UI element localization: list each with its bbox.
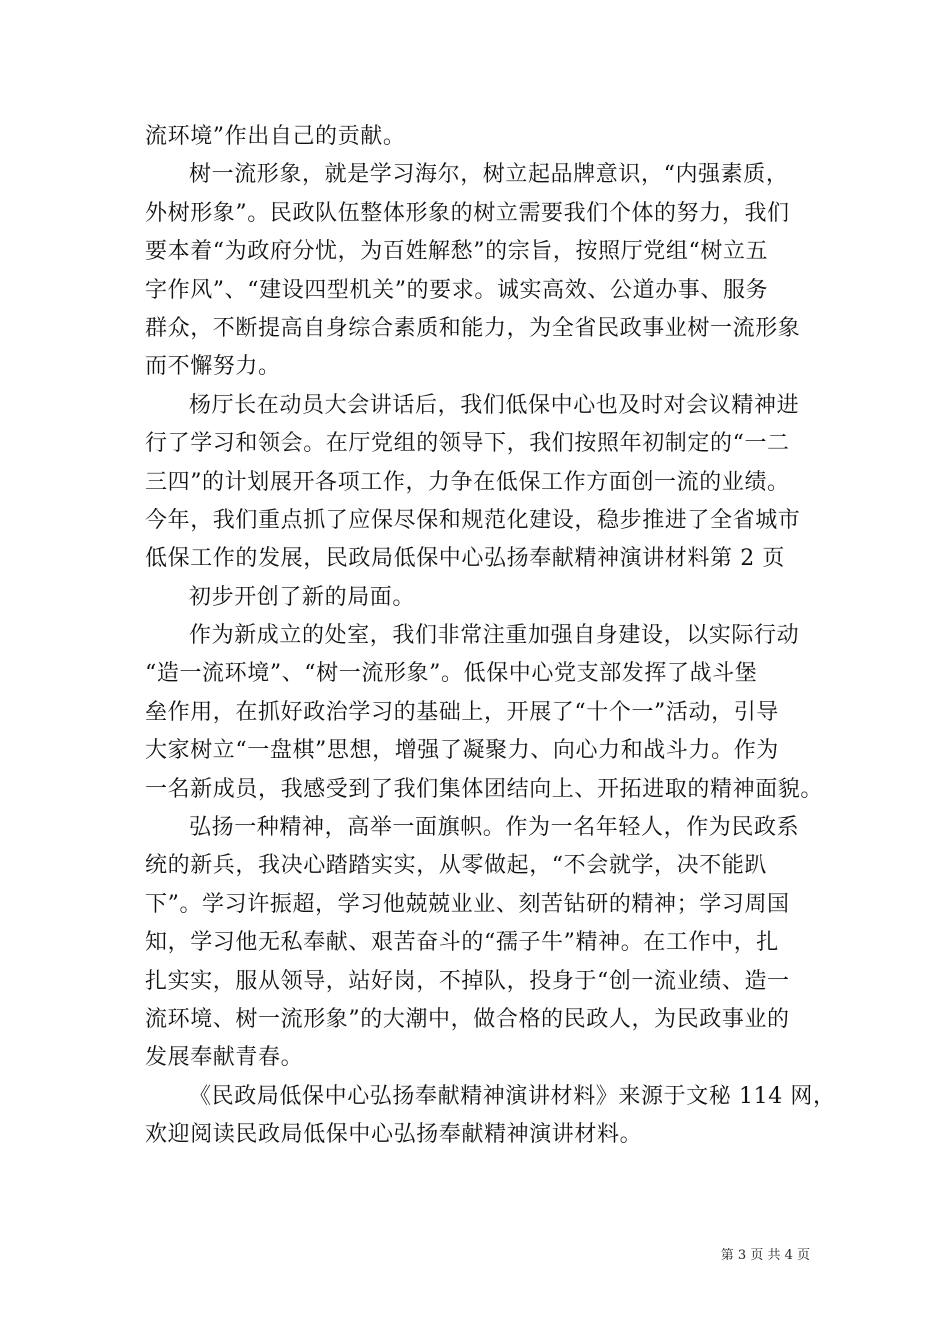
text-line: 《民政局低保中心弘扬奉献精神演讲材料》来源于文秘 114 网， [189, 1083, 836, 1109]
text-line: 垒作用，在抓好政治学习的基础上，开展了“十个一”活动，引导 [145, 699, 779, 725]
text-line: 行了学习和领会。在厅党组的领导下，我们按照年初制定的“一二 [145, 431, 790, 457]
text-line: 三四”的计划展开各项工作，力争在低保工作方面创一流的业绩。 [145, 469, 790, 495]
text-line: 扎实实，服从领导，站好岗，不掉队，投身于“创一流业绩、造一 [145, 968, 790, 994]
text-line: 大家树立“一盘棋”思想，增强了凝聚力、向心力和战斗力。作为 [145, 738, 779, 764]
page-number-footer: 第 3 页 共 4 页 [720, 1248, 810, 1263]
text-line: “造一流环境”、“树一流形象”。低保中心党支部发挥了战斗堡 [145, 661, 758, 687]
text-line: 外树形象”。民政队伍整体形象的树立需要我们个体的努力，我们 [145, 200, 790, 226]
text-line: 知，学习他无私奉献、艰苦奋斗的“孺子牛”精神。在工作中，扎 [145, 930, 779, 956]
text-line: 流环境、树一流形象”的大潮中，做合格的民政人，为民政事业的 [145, 1006, 790, 1032]
text-line: 字作风”、“建设四型机关”的要求。诚实高效、公道办事、服务 [145, 277, 769, 303]
document-body [145, 118, 836, 1155]
text-line: 一名新成员，我感受到了我们集体团结向上、开拓进取的精神面貌。 [145, 776, 824, 802]
text-line: 要本着“为政府分忧，为百姓解愁”的宗旨，按照厅党组“树立五 [145, 239, 769, 265]
text-line: 欢迎阅读民政局低保中心弘扬奉献精神演讲材料。 [145, 1122, 643, 1148]
text-line: 树一流形象，就是学习海尔，树立起品牌意识，“内强素质， [189, 162, 789, 188]
text-line: 弘扬一种精神，高举一面旗帜。作为一名年轻人，作为民政系 [189, 815, 800, 841]
text-line: 而不懈努力。 [145, 354, 281, 380]
text-line: 作为新成立的处室，我们非常注重加强自身建设，以实际行动 [189, 623, 800, 649]
text-line: 初步开创了新的局面。 [189, 584, 416, 610]
text-line: 流环境”作出自己的贡献。 [145, 124, 406, 149]
text-line: 下”。学习许振超，学习他兢兢业业、刻苦钻研的精神；学习周国 [145, 891, 790, 917]
text-line: 杨厅长在动员大会讲话后，我们低保中心也及时对会议精神进 [189, 392, 800, 418]
text-line: 统的新兵，我决心踏踏实实，从零做起，“不会就学，决不能趴 [145, 853, 768, 879]
text-line: 群众，不断提高自身综合素质和能力，为全省民政事业树一流形象 [145, 315, 801, 341]
text-line: 发展奉献青春。 [145, 1045, 304, 1071]
text-line: 今年，我们重点抓了应保尽保和规范化建设，稳步推进了全省城市 [145, 507, 801, 533]
text-line: 低保工作的发展，民政局低保中心弘扬奉献精神演讲材料第 2 页 [145, 546, 785, 572]
